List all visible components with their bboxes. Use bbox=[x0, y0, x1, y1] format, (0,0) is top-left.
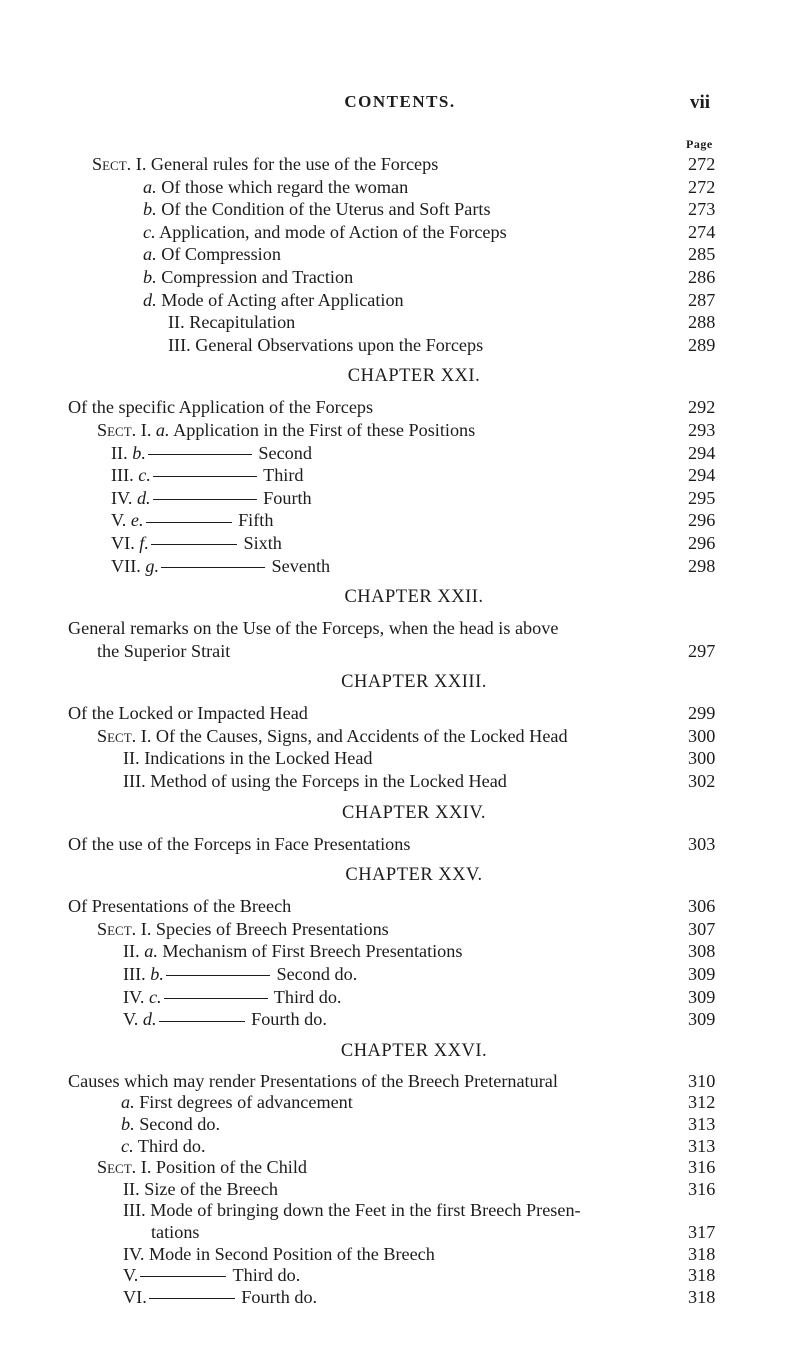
toc-entry-title: Sect. I. a. Application in the First of these Positions bbox=[97, 419, 476, 440]
toc-entry-title: Of the use of the Forceps in Face Presentations bbox=[68, 833, 411, 854]
ditto-rule bbox=[161, 567, 265, 568]
toc-entry bbox=[0, 1008, 800, 1031]
toc-entry-page: 309 bbox=[688, 986, 716, 1007]
ditto-rule bbox=[153, 476, 257, 477]
ditto-rule bbox=[148, 454, 252, 455]
toc-entry-page: 300 bbox=[688, 748, 716, 769]
toc-entry bbox=[0, 747, 800, 770]
toc-entry-title: c. Application, and mode of Action of the Forceps bbox=[143, 221, 507, 242]
toc-entry-page: 288 bbox=[688, 312, 716, 333]
ditto-rule bbox=[164, 998, 268, 999]
toc-entry bbox=[0, 266, 800, 289]
toc-entry bbox=[0, 1179, 800, 1201]
toc-entry-title: a. Of those which regard the woman bbox=[143, 176, 409, 197]
toc-entry bbox=[0, 725, 800, 748]
toc-entry-title: II. b. Second bbox=[111, 442, 312, 463]
toc-entry-page: 296 bbox=[688, 510, 716, 531]
toc-entry-page: 273 bbox=[688, 199, 716, 220]
ditto-rule bbox=[153, 499, 257, 500]
chapter-heading: CHAPTER XXII. bbox=[344, 587, 484, 608]
toc-entry-title: d. Mode of Acting after Application bbox=[143, 289, 404, 310]
toc-entry-title: II. a. Mechanism of First Breech Presentations bbox=[123, 941, 463, 962]
toc-entry bbox=[0, 986, 800, 1009]
toc-entry-title: General remarks on the Use of the Forceps, when the head is above bbox=[68, 618, 559, 639]
running-title: CONTENTS. bbox=[344, 92, 456, 111]
toc-entry bbox=[0, 1265, 800, 1287]
toc-entry bbox=[0, 176, 800, 199]
toc-entry-title: Of the specific Application of the Forceps bbox=[68, 397, 374, 418]
toc-entry bbox=[0, 153, 800, 176]
toc-entry bbox=[0, 509, 800, 532]
toc-entry bbox=[0, 1071, 800, 1093]
toc-entry-title: Sect. I. General rules for the use of the Forceps bbox=[92, 154, 439, 174]
toc-entry-page: 308 bbox=[688, 941, 716, 962]
toc-entry-title: b. Compression and Traction bbox=[143, 266, 354, 287]
toc-entry bbox=[0, 198, 800, 221]
toc-entry-page: 289 bbox=[688, 334, 716, 355]
toc-entry-title: Causes which may render Presentations of the Breech Preternatural bbox=[68, 1070, 558, 1091]
toc-entry-page: 306 bbox=[688, 896, 716, 917]
page-number: vii bbox=[690, 92, 711, 113]
toc-entry-page: 293 bbox=[688, 419, 716, 440]
toc-entry bbox=[0, 243, 800, 266]
toc-entry-page: 302 bbox=[688, 771, 716, 792]
toc-entry-page: 318 bbox=[688, 1243, 716, 1264]
toc-entry-title: b. Of the Condition of the Uterus and Soft Parts bbox=[143, 199, 491, 220]
toc-entry-title: Sect. I. Species of Breech Presentations bbox=[97, 918, 389, 939]
toc-entry bbox=[0, 487, 800, 510]
toc-entry-page: 318 bbox=[688, 1265, 716, 1286]
toc-entry-title: V. e. Fifth bbox=[111, 510, 274, 531]
toc-entry-title: II. Size of the Breech bbox=[123, 1178, 279, 1199]
toc-entry-title: II. Recapitulation bbox=[168, 312, 296, 333]
toc-entry-page: 298 bbox=[688, 555, 716, 576]
ditto-rule bbox=[149, 1298, 235, 1299]
toc-entry-page: 287 bbox=[688, 289, 716, 310]
toc-entry-title: VII. g. Seventh bbox=[111, 555, 331, 576]
toc-entry bbox=[0, 311, 800, 334]
toc-entry-page: 285 bbox=[688, 244, 716, 265]
page-column-label: Page bbox=[686, 137, 713, 151]
ditto-rule bbox=[166, 975, 270, 976]
toc-entry-page: 313 bbox=[688, 1114, 716, 1134]
toc-entry-page: 312 bbox=[688, 1092, 716, 1113]
toc-entry bbox=[0, 396, 800, 419]
toc-entry bbox=[0, 1136, 800, 1158]
ditto-rule bbox=[146, 522, 232, 523]
toc-entry bbox=[0, 770, 800, 793]
toc-entry bbox=[0, 640, 800, 663]
toc-entry-title: VI. Fourth do. bbox=[123, 1286, 318, 1307]
toc-entry-title: tations bbox=[151, 1221, 200, 1242]
toc-entry-title: III. b. Second do. bbox=[123, 964, 358, 985]
toc-entry bbox=[0, 289, 800, 312]
toc-entry-title: III. Mode of bringing down the Feet in the first Breech Presen- bbox=[123, 1200, 581, 1221]
toc-entry bbox=[0, 940, 800, 963]
toc-entry-page: 274 bbox=[688, 221, 716, 242]
ditto-rule bbox=[159, 1021, 245, 1022]
toc-entry-title: b. Second do. bbox=[121, 1114, 221, 1134]
chapter-heading: CHAPTER XXIII. bbox=[341, 672, 487, 693]
toc-entry-title: Sect. I. Position of the Child bbox=[97, 1157, 307, 1178]
chapter-heading: CHAPTER XXI. bbox=[347, 366, 481, 387]
toc-entry-title: Of the Locked or Impacted Head bbox=[68, 703, 308, 724]
toc-entry bbox=[0, 464, 800, 487]
toc-entry bbox=[0, 1114, 800, 1136]
toc-entry-page: 307 bbox=[688, 918, 716, 939]
toc-entry bbox=[0, 1244, 800, 1266]
toc-entry-title: IV. Mode in Second Position of the Breech bbox=[123, 1243, 435, 1264]
toc-entry-title: IV. c. Third do. bbox=[123, 986, 342, 1007]
toc-entry-title: V. d. Fourth do. bbox=[123, 1009, 327, 1030]
toc-entry-title: Of Presentations of the Breech bbox=[68, 896, 292, 917]
toc-entry-title: II. Indications in the Locked Head bbox=[123, 748, 373, 769]
toc-entry bbox=[0, 555, 800, 578]
toc-entry-title: IV. d. Fourth bbox=[111, 487, 312, 508]
toc-entry-title: III. General Observations upon the Forceps bbox=[168, 334, 484, 355]
toc-entry-title: III. c. Third bbox=[111, 465, 304, 486]
toc-entry-title: V. Third do. bbox=[123, 1265, 301, 1286]
toc-entry-title: a. First degrees of advancement bbox=[121, 1092, 353, 1113]
toc-entry-title: VI. f. Sixth bbox=[111, 532, 282, 553]
toc-entry-page: 296 bbox=[688, 532, 716, 553]
running-head bbox=[0, 92, 800, 116]
toc-entry-page: 294 bbox=[688, 465, 716, 486]
chapter-heading: CHAPTER XXIV. bbox=[342, 802, 486, 823]
ditto-rule bbox=[151, 544, 237, 545]
toc-entry-title: Sect. I. Of the Causes, Signs, and Accidents of the Locked Head bbox=[97, 725, 568, 746]
toc-entry-page: 310 bbox=[688, 1070, 716, 1091]
toc-entry-page: 297 bbox=[688, 640, 716, 661]
toc-entry-title: III. Method of using the Forceps in the Locked Head bbox=[123, 771, 507, 792]
toc-entry-page: 309 bbox=[688, 1009, 716, 1030]
table-of-contents bbox=[0, 153, 800, 1308]
toc-entry-page: 318 bbox=[688, 1286, 716, 1307]
toc-entry-page: 316 bbox=[688, 1157, 716, 1178]
toc-entry bbox=[0, 833, 800, 856]
toc-entry-title: a. Of Compression bbox=[143, 244, 281, 265]
toc-entry bbox=[0, 617, 800, 640]
toc-entry-page: 316 bbox=[688, 1178, 716, 1199]
toc-entry bbox=[0, 532, 800, 555]
toc-entry bbox=[0, 895, 800, 918]
toc-entry bbox=[0, 963, 800, 986]
toc-entry bbox=[0, 442, 800, 465]
toc-entry bbox=[0, 334, 800, 357]
toc-entry bbox=[0, 1200, 800, 1222]
toc-entry-page: 309 bbox=[688, 964, 716, 985]
toc-entry bbox=[0, 221, 800, 244]
toc-entry-title: c. Third do. bbox=[121, 1135, 206, 1156]
toc-entry-page: 272 bbox=[688, 154, 716, 174]
toc-entry-title: the Superior Strait bbox=[97, 640, 231, 661]
toc-entry-page: 272 bbox=[688, 176, 716, 197]
toc-entry-page: 300 bbox=[688, 725, 716, 746]
toc-body bbox=[0, 153, 800, 1308]
toc-entry-page: 313 bbox=[688, 1135, 716, 1156]
toc-entry-page: 295 bbox=[688, 487, 716, 508]
toc-entry bbox=[0, 1092, 800, 1114]
toc-entry-page: 317 bbox=[688, 1221, 716, 1242]
toc-entry-page: 299 bbox=[688, 703, 716, 724]
toc-entry bbox=[0, 1287, 800, 1309]
toc-entry bbox=[0, 1222, 800, 1244]
toc-entry bbox=[0, 419, 800, 442]
toc-entry-page: 286 bbox=[688, 266, 716, 287]
toc-entry-page: 303 bbox=[688, 833, 716, 854]
chapter-heading: CHAPTER XXV. bbox=[345, 865, 483, 886]
chapter-heading: CHAPTER XXVI. bbox=[340, 1040, 488, 1061]
toc-entry bbox=[0, 702, 800, 725]
toc-entry-page: 294 bbox=[688, 442, 716, 463]
toc-entry bbox=[0, 1157, 800, 1179]
toc-entry bbox=[0, 918, 800, 941]
ditto-rule bbox=[140, 1276, 226, 1277]
toc-entry-page: 292 bbox=[688, 397, 716, 418]
